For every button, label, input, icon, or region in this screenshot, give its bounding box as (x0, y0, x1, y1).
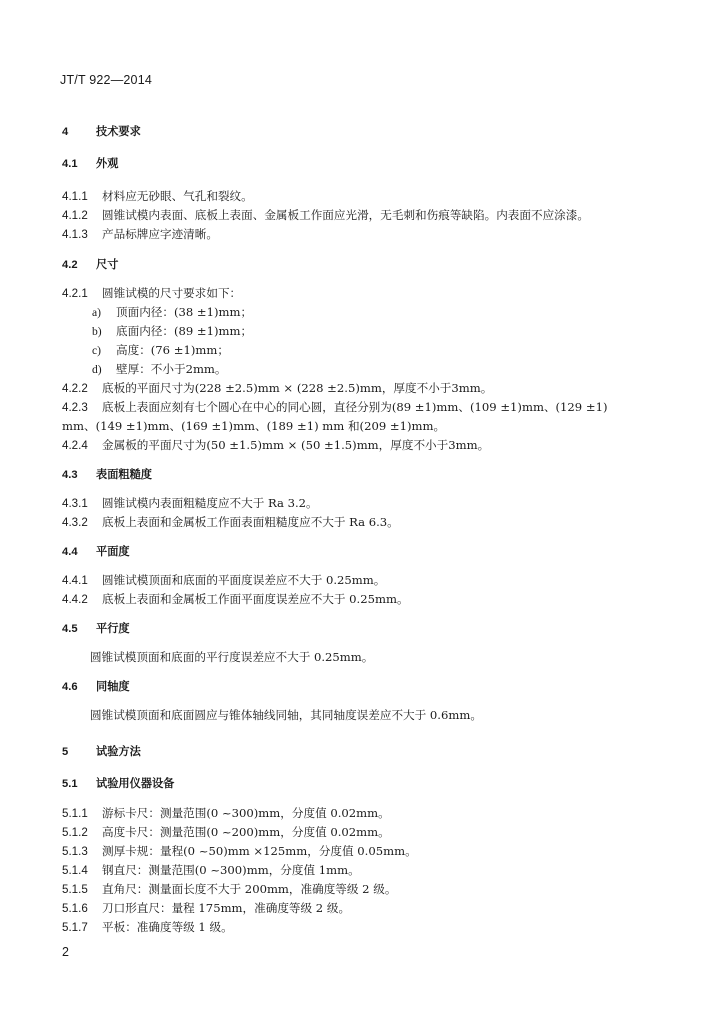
list-marker: b) (92, 325, 102, 338)
section-4-3-heading (62, 467, 152, 483)
section-number: 5.1 (62, 778, 78, 790)
clause-number: 4.3.2 (62, 516, 88, 529)
clause-4-4-1 (62, 572, 385, 589)
clause-text: 底板上表面应刻有七个圆心在中心的同心圆，直径分别为(89 ±1)mm、(109 ±1)mm、(129 ±1) (102, 400, 608, 414)
section-4-6-heading (62, 679, 130, 695)
clause-number: 4.2.4 (62, 439, 88, 452)
section-title: 同轴度 (96, 680, 130, 693)
clause-number: 5.1.6 (62, 902, 88, 915)
clause-4-2-3-continuation: mm、(149 ±1)mm、(169 ±1)mm、(189 ±1) mm 和(209 ±1)mm。 (62, 419, 446, 433)
clause-text: 圆锥试模的尺寸要求如下： (102, 286, 242, 300)
clause-text: 圆锥试模内表面、底板上表面、金属板工作面应光滑，无毛刺和伤痕等缺陷。内表面不应涂漆。 (102, 208, 589, 222)
paragraph-4-5: 圆锥试模顶面和底面的平行度误差应不大于 0.25mm。 (90, 650, 374, 664)
clause-text: 底板上表面和金属板工作面表面粗糙度应不大于 Ra 6.3。 (102, 515, 399, 529)
section-number: 4.3 (62, 469, 78, 481)
clause-number: 5.1.3 (62, 845, 88, 858)
section-number: 4.1 (62, 158, 78, 170)
clause-number: 5.1.5 (62, 883, 88, 896)
page-number: 2 (62, 945, 69, 959)
clause-text: 刀口形直尺：量程 175mm，准确度等级 2 级。 (102, 901, 351, 915)
section-title: 表面粗糙度 (96, 468, 152, 481)
section-number: 4.6 (62, 681, 78, 693)
clause-text: 平板：准确度等级 1 级。 (102, 920, 233, 934)
clause-text: 直角尺：测量面长度不大于 200mm，准确度等级 2 级。 (102, 882, 397, 896)
list-text: 高度：(76 ±1)mm； (116, 343, 229, 357)
section-4-5-heading (62, 621, 130, 637)
section-5-1-heading (62, 776, 174, 792)
clause-text: 圆锥试模顶面和底面的平面度误差应不大于 0.25mm。 (102, 573, 386, 587)
clause-text: 圆锥试模内表面粗糙度应不大于 Ra 3.2。 (102, 496, 318, 510)
clause-text: 高度卡尺：测量范围(0 ~200)mm，分度值 0.02mm。 (102, 825, 390, 839)
section-number: 4.4 (62, 546, 78, 558)
clause-number: 4.2.3 (62, 401, 88, 414)
list-text: 底面内径：(89 ±1)mm； (116, 324, 253, 338)
list-marker: c) (92, 344, 102, 357)
list-text: 顶面内径：(38 ±1)mm； (116, 305, 253, 319)
section-5-heading (62, 744, 141, 760)
clause-text: 金属板的平面尺寸为(50 ±1.5)mm × (50 ±1.5)mm，厚度不小于3mm。 (102, 438, 490, 452)
clause-number: 4.4.1 (62, 574, 88, 587)
clause-text: 材料应无砂眼、气孔和裂纹。 (102, 189, 253, 203)
clause-5-1-6 (62, 900, 350, 917)
section-number: 4.2 (62, 259, 78, 271)
clause-4-1-2 (62, 207, 589, 224)
section-title: 外观 (96, 157, 119, 170)
section-title: 技术要求 (96, 125, 141, 138)
clause-4-2-2 (62, 380, 492, 397)
section-4-heading (62, 124, 141, 140)
clause-text: 钢直尺：测量范围(0 ~300)mm，分度值 1mm。 (102, 863, 360, 877)
clause-4-4-2 (62, 591, 409, 608)
clause-number: 4.2.1 (62, 287, 88, 300)
clause-5-1-7 (62, 919, 233, 936)
clause-text: 产品标牌应字迹清晰。 (102, 227, 218, 241)
list-text: 壁厚：不小于2mm。 (116, 362, 227, 376)
clause-5-1-3 (62, 843, 417, 860)
clause-number: 4.1.2 (62, 209, 88, 222)
clause-4-3-1 (62, 495, 318, 512)
list-item (92, 342, 229, 359)
clause-number: 5.1.1 (62, 807, 88, 820)
section-4-1-heading (62, 156, 118, 172)
section-number: 5 (62, 746, 69, 758)
clause-number: 4.3.1 (62, 497, 88, 510)
clause-5-1-4 (62, 862, 360, 879)
section-4-4-heading (62, 544, 130, 560)
clause-4-3-2 (62, 514, 399, 531)
clause-number: 4.2.2 (62, 382, 88, 395)
clause-number: 4.1.3 (62, 228, 88, 241)
section-title: 平面度 (96, 545, 130, 558)
clause-4-2-1 (62, 285, 241, 302)
list-marker: d) (92, 363, 102, 376)
clause-5-1-2 (62, 824, 390, 841)
clause-4-2-3 (62, 399, 608, 416)
clause-number: 4.4.2 (62, 593, 88, 606)
list-item (92, 323, 252, 340)
clause-number: 5.1.7 (62, 921, 88, 934)
section-title: 尺寸 (96, 258, 119, 271)
section-4-2-heading (62, 257, 118, 273)
section-title: 试验用仪器设备 (96, 777, 175, 790)
clause-5-1-5 (62, 881, 396, 898)
standard-code-header: JT/T 922—2014 (60, 73, 153, 87)
list-marker: a) (92, 306, 102, 319)
section-title: 平行度 (96, 622, 130, 635)
list-item (92, 361, 227, 378)
clause-text: 游标卡尺：测量范围(0 ~300)mm，分度值 0.02mm。 (102, 806, 390, 820)
clause-4-2-4 (62, 437, 489, 454)
paragraph-4-6: 圆锥试模顶面和底面圆应与锥体轴线同轴，其同轴度误差应不大于 0.6mm。 (90, 708, 482, 722)
clause-5-1-1 (62, 805, 390, 822)
list-item (92, 304, 252, 321)
clause-text: 测厚卡规：量程(0 ~50)mm ×125mm，分度值 0.05mm。 (102, 844, 417, 858)
clause-text: 底板的平面尺寸为(228 ±2.5)mm × (228 ±2.5)mm，厚度不小于3mm。 (102, 381, 493, 395)
clause-text: 底板上表面和金属板工作面平面度误差应不大于 0.25mm。 (102, 592, 409, 606)
section-number: 4.5 (62, 623, 78, 635)
clause-number: 5.1.2 (62, 826, 88, 839)
section-title: 试验方法 (96, 745, 141, 758)
clause-number: 5.1.4 (62, 864, 88, 877)
clause-4-1-1 (62, 188, 253, 205)
section-number: 4 (62, 126, 69, 138)
clause-4-1-3 (62, 226, 218, 243)
clause-number: 4.1.1 (62, 190, 88, 203)
